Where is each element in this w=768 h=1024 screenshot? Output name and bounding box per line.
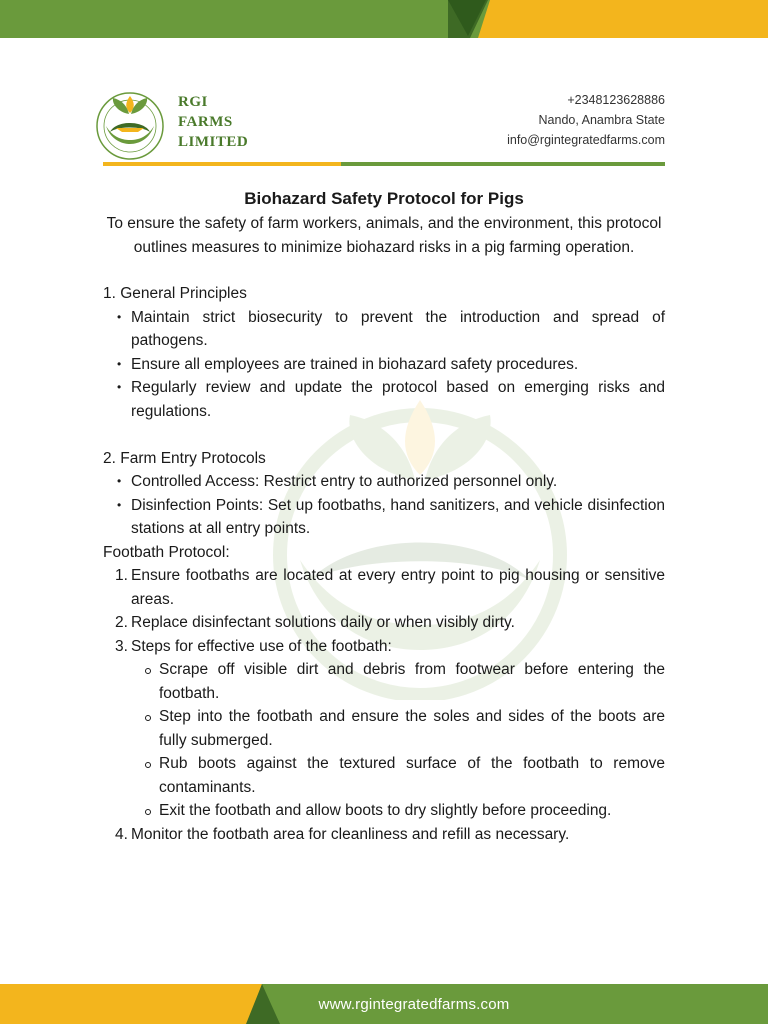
list-item: Scrape off visible dirt and debris from footwear before entering the footbath.	[131, 658, 665, 705]
document-title: Biohazard Safety Protocol for Pigs	[244, 189, 524, 208]
footbath-step	[103, 823, 665, 847]
list-item: • Controlled Access: Restrict entry to authorized personnel only.	[103, 470, 665, 494]
section-heading-general-principles: 1. General Principles	[103, 285, 247, 302]
footbath-step	[103, 635, 665, 823]
intro-paragraph: To ensure the safety of farm workers, animals, and the environment, this protocol outlines measures to minimize biohazard risks in a pig farming operation.	[106, 215, 662, 256]
header-rule-yellow	[103, 162, 341, 166]
document-body	[103, 186, 665, 846]
footbath-step	[103, 611, 665, 635]
step-number: 2.	[115, 614, 128, 631]
step-text: Ensure footbaths are located at every entry point to pig housing or sensitive areas.	[131, 567, 665, 608]
list-item: • Regularly review and update the protocol based on emerging risks and regulations.	[103, 376, 665, 423]
list-item: Exit the footbath and allow boots to dry slightly before proceeding.	[131, 799, 665, 823]
footbath-substeps-list	[131, 658, 665, 823]
footbath-steps-list	[103, 564, 665, 846]
brand-line-3: LIMITED	[178, 134, 249, 150]
footer-url-text: www.rgintegratedfarms.com	[318, 996, 510, 1013]
footbath-protocol-heading: Footbath Protocol:	[103, 543, 230, 561]
footer-website	[0, 996, 768, 1013]
header-rule-green	[341, 162, 665, 166]
step-text: Replace disinfectant solutions daily or when visibly dirty.	[131, 614, 515, 631]
farm-entry-list	[103, 470, 665, 541]
step-text: Steps for effective use of the footbath:	[131, 637, 392, 655]
contact-address: Nando, Anambra State	[538, 113, 665, 127]
list-item: Rub boots against the textured surface of the footbath to remove contaminants.	[131, 752, 665, 799]
section-heading-farm-entry: 2. Farm Entry Protocols	[103, 449, 266, 467]
brand-line-1: RGI	[178, 94, 208, 110]
contact-email: info@rgintegratedfarms.com	[507, 133, 665, 147]
list-item: • Disinfection Points: Set up footbaths, hand sanitizers, and vehicle disinfection stations at all entry points.	[103, 494, 665, 541]
contact-phone: +2348123628886	[567, 93, 665, 107]
spacer	[103, 423, 665, 447]
list-item: • Maintain strict biosecurity to prevent the introduction and spread of pathogens.	[103, 306, 665, 353]
step-number: 1.	[115, 567, 128, 584]
step-number: 4.	[115, 825, 128, 843]
step-number: 3.	[115, 637, 128, 655]
rgi-farms-logo	[92, 86, 168, 162]
contact-info	[507, 90, 665, 150]
list-item: Step into the footbath and ensure the soles and sides of the boots are fully submerged.	[131, 705, 665, 752]
step-text: Monitor the footbath area for cleanliness and refill as necessary.	[131, 825, 570, 843]
brand-line-2: FARMS	[178, 114, 233, 130]
general-principles-list	[103, 306, 665, 424]
brand-name	[178, 92, 248, 152]
top-header-band	[0, 0, 768, 38]
list-item: • Ensure all employees are trained in biohazard safety procedures.	[103, 353, 665, 377]
footbath-step	[103, 564, 665, 611]
